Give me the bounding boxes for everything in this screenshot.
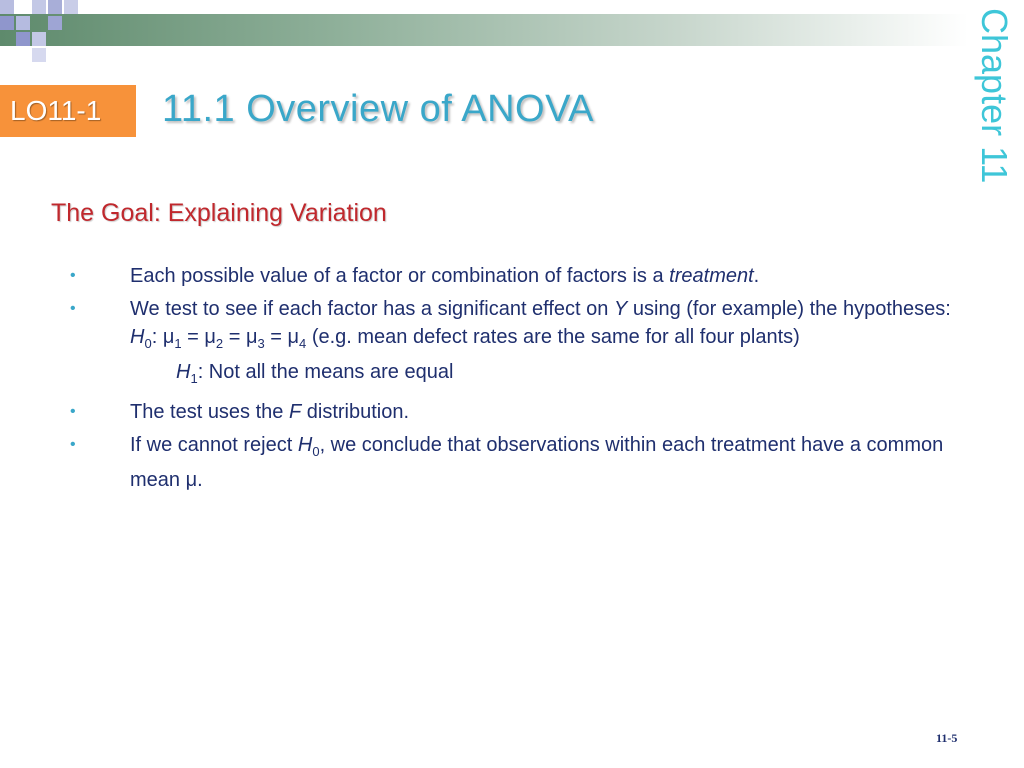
alt-hypothesis-symbol: H — [176, 361, 191, 383]
bullet-text: We test to see if each factor has a significant effect on — [130, 298, 614, 320]
decor-square — [32, 0, 46, 14]
equals: = — [181, 326, 205, 348]
decor-square — [48, 16, 62, 30]
bullet-text: : Not all the means are equal — [197, 361, 454, 383]
slide-number: 11-5 — [936, 731, 958, 745]
bullet-dot-icon: • — [70, 436, 76, 453]
subscript: 2 — [215, 336, 224, 351]
header-decorative-band — [0, 14, 968, 46]
decor-square — [64, 0, 78, 14]
decor-square — [0, 0, 14, 14]
bullet-text: using (for example) the hypotheses: — [627, 298, 951, 320]
bullet-text: Each possible value of a factor or combination of factors is a — [130, 265, 670, 287]
mu-symbol: μ — [204, 326, 216, 348]
alternative-hypothesis-line — [130, 358, 980, 393]
bullet-text: distribution. — [301, 401, 410, 423]
bullet-text: : — [151, 326, 163, 348]
mu-symbol: μ — [185, 469, 198, 491]
bullet-dot-icon: • — [70, 403, 76, 420]
decor-square — [32, 48, 46, 62]
bullet-list — [70, 262, 980, 499]
decor-square — [0, 16, 14, 30]
equals: = — [223, 326, 246, 348]
bullet-item — [70, 431, 980, 494]
punctuation: . — [753, 265, 760, 287]
decor-square — [16, 32, 30, 46]
decor-square — [48, 0, 62, 14]
learning-objective-badge: LO11-1 — [0, 85, 136, 137]
subscript: 0 — [144, 336, 152, 351]
null-hypothesis-symbol: H — [130, 326, 145, 348]
bullet-item — [70, 398, 980, 426]
decor-square — [32, 32, 46, 46]
null-hypothesis-symbol: H — [297, 434, 313, 456]
mu-symbol: μ — [245, 326, 258, 348]
bullet-text: If we cannot reject — [130, 434, 298, 456]
mu-symbol: μ — [162, 326, 175, 348]
decor-square — [16, 16, 30, 30]
subscript: 3 — [257, 336, 265, 351]
punctuation: . — [197, 469, 203, 491]
subscript: 4 — [299, 336, 307, 351]
variable-y: Y — [613, 298, 628, 320]
chapter-label: Chapter 11 — [974, 8, 1015, 184]
bullet-text: (e.g. mean defect rates are the same for all four plants) — [306, 326, 800, 348]
section-subtitle: The Goal: Explaining Variation — [51, 199, 387, 227]
bullet-dot-icon: • — [70, 300, 76, 317]
variable-f: F — [288, 401, 302, 423]
subscript: 0 — [312, 444, 320, 459]
bullet-item — [70, 295, 980, 393]
bullet-dot-icon: • — [70, 267, 76, 284]
term-treatment: treatment — [669, 265, 754, 287]
mu-symbol: μ — [287, 326, 300, 348]
bullet-item — [70, 262, 980, 290]
bullet-text: , we conclude that observations within each treatment have a common mean — [130, 434, 944, 491]
subscript: 1 — [174, 336, 182, 351]
equals: = — [264, 326, 288, 348]
subscript: 1 — [190, 371, 198, 386]
page-title: 11.1 Overview of ANOVA — [162, 88, 594, 130]
bullet-text: The test uses the — [130, 401, 289, 423]
